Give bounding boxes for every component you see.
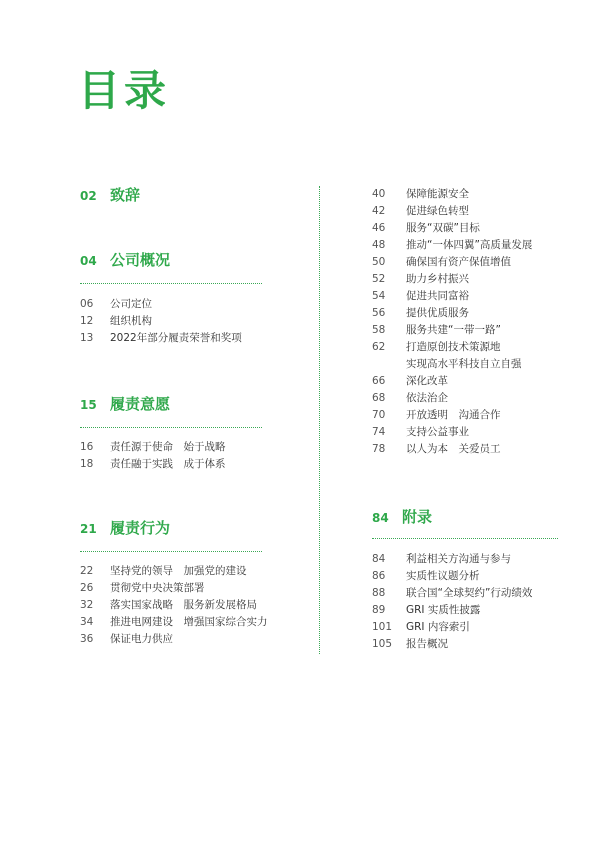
item-label: 推进电网建设 增强国家综合实力	[110, 616, 268, 628]
page-number: 40	[372, 188, 386, 200]
item-label: 促进共同富裕	[406, 290, 469, 302]
toc-item[interactable]	[372, 237, 532, 254]
page-number: 54	[372, 290, 386, 302]
toc-section-company-overview[interactable]	[80, 249, 170, 270]
page-number: 58	[372, 324, 386, 336]
item-label: 保证电力供应	[110, 633, 173, 645]
item-label: 服务“双碳”目标	[406, 222, 480, 234]
item-label: 助力乡村振兴	[406, 273, 469, 285]
page-number: 34	[80, 616, 94, 628]
toc-item-list	[372, 551, 532, 653]
item-label: 提供优质服务	[406, 307, 469, 319]
page-number: 88	[372, 587, 386, 599]
page-number: 42	[372, 205, 386, 217]
page-number: 22	[80, 565, 94, 577]
toc-item[interactable]	[80, 439, 226, 456]
toc-item[interactable]	[372, 322, 532, 339]
section-title: 履责行为	[110, 519, 171, 537]
toc-item[interactable]	[372, 373, 532, 390]
toc-item[interactable]	[372, 551, 532, 568]
toc-item[interactable]	[372, 254, 532, 271]
toc-item[interactable]	[372, 602, 532, 619]
item-label: 联合国“全球契约”行动绩效	[406, 587, 533, 599]
item-label: 2022年部分履责荣誉和奖项	[110, 332, 242, 344]
toc-item[interactable]	[80, 580, 268, 597]
page-number: 84	[372, 553, 386, 565]
item-label: 责任融于实践 成于体系	[110, 458, 226, 470]
section-title: 致辞	[110, 186, 141, 204]
page-number: 89	[372, 604, 386, 616]
toc-item[interactable]	[80, 456, 226, 473]
item-label: 贯彻党中央决策部署	[110, 582, 205, 594]
toc-item[interactable]	[372, 390, 532, 407]
section-title: 履责意愿	[110, 395, 171, 413]
page-number: 78	[372, 443, 386, 455]
toc-item[interactable]	[372, 407, 532, 424]
item-label: 落实国家战略 服务新发展格局	[110, 599, 257, 611]
page-number: 46	[372, 222, 386, 234]
toc-item-list	[80, 296, 242, 347]
page-number: 48	[372, 239, 386, 251]
page-number: 12	[80, 315, 94, 327]
item-label: GRI 内容索引	[406, 621, 470, 633]
item-label: 深化改革	[406, 375, 448, 387]
toc-item[interactable]	[372, 203, 532, 220]
toc-item[interactable]	[372, 305, 532, 322]
toc-item[interactable]	[372, 220, 532, 237]
page-number: 26	[80, 582, 94, 594]
toc-section-appendix[interactable]	[372, 506, 432, 527]
page-number: 16	[80, 441, 94, 453]
item-label: 服务共建“一带一路”	[406, 324, 501, 336]
toc-item[interactable]	[372, 186, 532, 203]
item-label: 促进绿色转型	[406, 205, 469, 217]
section-number: 21	[80, 522, 97, 536]
page-number: 74	[372, 426, 386, 438]
item-label: 开放透明 沟通合作	[406, 409, 501, 421]
page-number: 56	[372, 307, 386, 319]
page-number: 32	[80, 599, 94, 611]
page-number: 13	[80, 332, 94, 344]
column-divider	[319, 186, 320, 654]
toc-item[interactable]	[372, 356, 532, 373]
section-number: 15	[80, 398, 97, 412]
item-label: 实质性议题分析	[406, 570, 480, 582]
item-label: 实现高水平科技自立自强	[406, 358, 522, 370]
item-label: 依法治企	[406, 392, 448, 404]
item-label: GRI 实质性披露	[406, 604, 481, 616]
page-number: 101	[372, 621, 393, 633]
item-label: 利益相关方沟通与参与	[406, 553, 511, 565]
toc-item[interactable]	[372, 619, 532, 636]
toc-item[interactable]	[372, 636, 532, 653]
page-number: 68	[372, 392, 386, 404]
page-number: 62	[372, 341, 386, 353]
page-number: 66	[372, 375, 386, 387]
section-title: 附录	[402, 508, 433, 526]
item-label: 报告概况	[406, 638, 448, 650]
toc-item[interactable]	[80, 313, 242, 330]
toc-item[interactable]	[80, 631, 268, 648]
section-number: 02	[80, 189, 97, 203]
page-number: 52	[372, 273, 386, 285]
toc-item[interactable]	[372, 441, 532, 458]
page-title: 目录	[78, 66, 171, 115]
toc-item[interactable]	[372, 271, 532, 288]
page-number: 36	[80, 633, 94, 645]
page-number: 70	[372, 409, 386, 421]
item-label: 组织机构	[110, 315, 152, 327]
item-label: 确保国有资产保值增值	[406, 256, 511, 268]
toc-item[interactable]	[372, 424, 532, 441]
section-divider	[80, 427, 262, 428]
page-number: 18	[80, 458, 94, 470]
toc-item[interactable]	[80, 563, 268, 580]
toc-section-preface[interactable]	[80, 184, 140, 205]
toc-item-list	[372, 186, 532, 458]
section-title: 公司概况	[110, 251, 171, 269]
page-number: 06	[80, 298, 94, 310]
toc-item[interactable]	[80, 330, 242, 347]
page-number: 105	[372, 638, 393, 650]
section-divider	[80, 283, 262, 284]
toc-item[interactable]	[372, 339, 532, 356]
item-label: 推动“一体四翼”高质量发展	[406, 239, 533, 251]
section-number: 04	[80, 254, 97, 268]
page-number	[372, 356, 406, 373]
toc-item[interactable]	[80, 614, 268, 631]
toc-section-willingness[interactable]	[80, 393, 170, 414]
toc-section-conduct[interactable]	[80, 517, 170, 538]
section-divider	[372, 538, 558, 539]
item-label: 支持公益事业	[406, 426, 469, 438]
toc-item-list	[80, 439, 226, 473]
item-label: 责任源于使命 始于战略	[110, 441, 226, 453]
page-number: 50	[372, 256, 386, 268]
toc-item-list	[80, 563, 268, 648]
item-label: 公司定位	[110, 298, 152, 310]
item-label: 保障能源安全	[406, 188, 469, 200]
toc-item[interactable]	[372, 288, 532, 305]
item-label: 坚持党的领导 加强党的建设	[110, 565, 247, 577]
toc-item[interactable]	[80, 296, 242, 313]
toc-item[interactable]	[80, 597, 268, 614]
page-number: 86	[372, 570, 386, 582]
section-number: 84	[372, 511, 389, 525]
section-divider	[80, 551, 262, 552]
toc-item[interactable]	[372, 568, 532, 585]
item-label: 打造原创技术策源地	[406, 341, 501, 353]
toc-item[interactable]	[372, 585, 532, 602]
item-label: 以人为本 关爱员工	[406, 443, 501, 455]
